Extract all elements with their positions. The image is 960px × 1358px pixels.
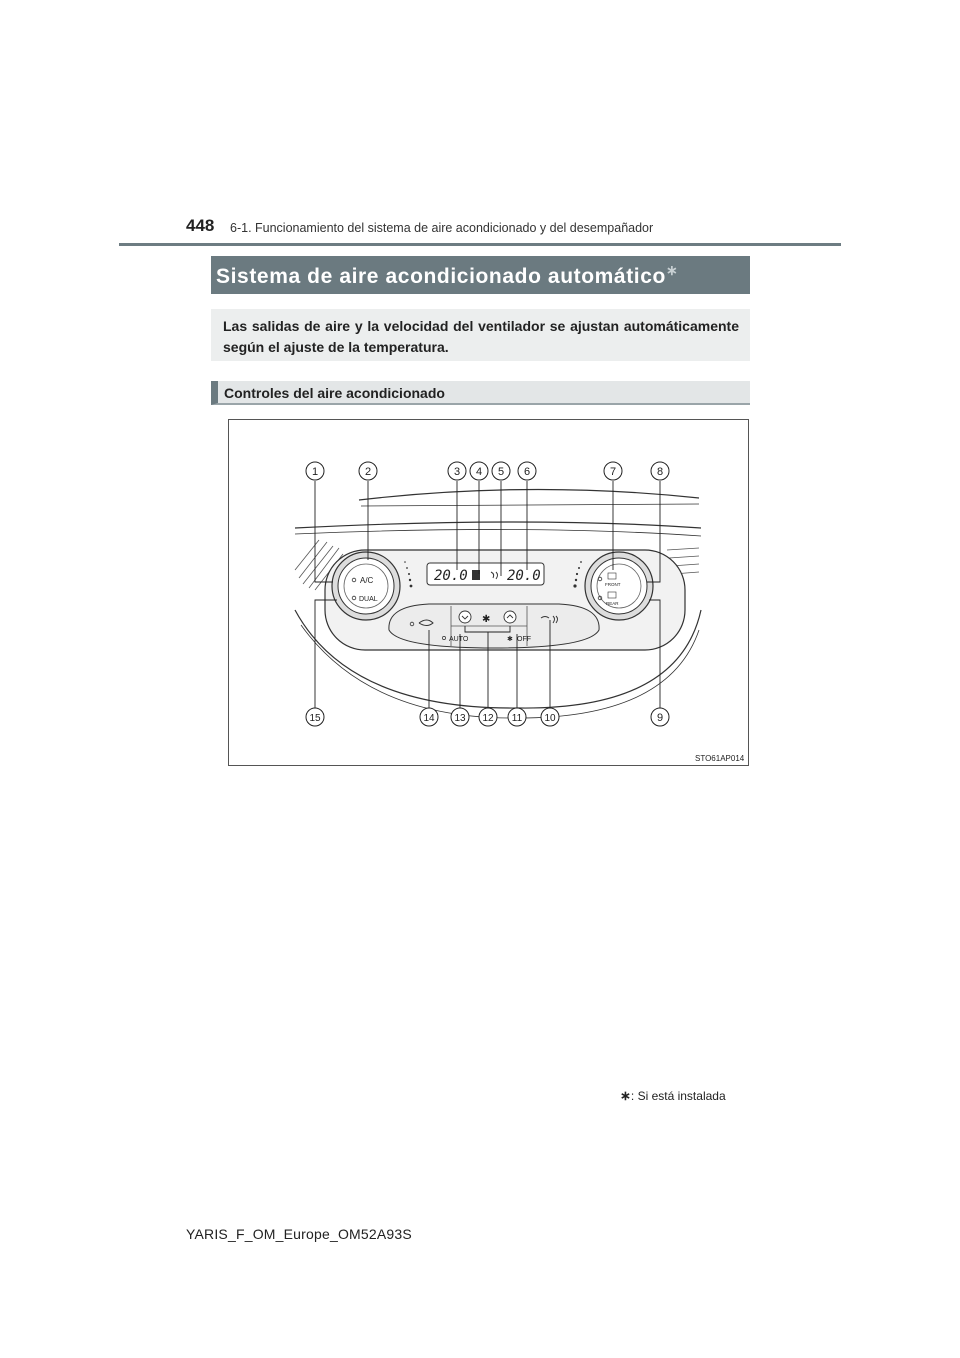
callout-8 [651, 462, 669, 480]
figure-code: STO61AP014 [695, 754, 745, 763]
footnote-asterisk-icon: ∗ [620, 1088, 631, 1103]
svg-text:10: 10 [544, 713, 556, 724]
rear-label: REAR [606, 601, 619, 606]
dual-label: DUAL [359, 596, 378, 603]
callout-14 [420, 708, 438, 726]
callout-1 [306, 462, 324, 480]
header-rule [119, 243, 841, 246]
temp-knob-left [332, 552, 400, 620]
lower-button-strip [389, 604, 599, 648]
intro-text: Las salidas de aire y la velocidad del ventilador se ajustan automáticamente según el ajuste de la temperatura. [223, 318, 739, 355]
display-temp-right: 20.0 [507, 568, 541, 584]
svg-text:3: 3 [453, 466, 461, 478]
footer-code: YARIS_F_OM_Europe_OM52A93S [186, 1226, 412, 1242]
section-header: 6-1. Funcionamiento del sistema de aire acondicionado y del desempañador [230, 221, 654, 235]
callout-7 [604, 462, 622, 480]
footnote-text: : Si está instalada [630, 1089, 726, 1103]
page-number: 448 [186, 216, 215, 235]
display-temp-left: 20.0 [434, 568, 468, 584]
callout-15 [306, 708, 324, 726]
svg-text:2: 2 [364, 466, 372, 478]
svg-text:15: 15 [309, 713, 321, 724]
svg-text:7: 7 [609, 466, 617, 478]
svg-text:5: 5 [497, 466, 505, 478]
svg-text:8: 8 [656, 466, 664, 478]
svg-text:1: 1 [311, 466, 319, 478]
ac-label: A/C [360, 576, 374, 585]
callout-3 [448, 462, 466, 480]
asterisk-icon: ∗ [665, 262, 679, 278]
fan-up-button-icon [504, 611, 516, 623]
front-label: FRONT [605, 582, 621, 587]
page-title-text: Sistema de aire acondicionado automático [216, 265, 666, 288]
svg-text:13: 13 [454, 713, 466, 724]
callout-4 [470, 462, 488, 480]
fan-icon: ✱ [482, 614, 491, 625]
callout-2 [359, 462, 377, 480]
temp-knob-right [585, 552, 653, 620]
fan-down-button-icon [459, 611, 471, 623]
footnote [620, 1088, 726, 1104]
climate-control-panel-illustration [229, 420, 748, 765]
subheading: Controles del aire acondicionado [224, 385, 445, 401]
callout-13 [451, 708, 469, 726]
callout-9 [651, 708, 669, 726]
off-fan-icon: ✱ [507, 636, 513, 643]
off-label: OFF [517, 636, 531, 643]
svg-text:4: 4 [475, 466, 483, 478]
callout-11 [508, 708, 526, 726]
svg-text:9: 9 [656, 712, 664, 724]
callout-5 [492, 462, 510, 480]
callout-10 [541, 708, 559, 726]
callout-12 [479, 708, 497, 726]
callout-6 [518, 462, 536, 480]
page-title [216, 262, 678, 289]
auto-label: AUTO [449, 636, 469, 643]
svg-text:6: 6 [523, 466, 531, 478]
svg-text:12: 12 [482, 713, 494, 724]
svg-text:14: 14 [423, 713, 435, 724]
svg-text:11: 11 [511, 713, 523, 724]
temperature-display [427, 563, 544, 585]
